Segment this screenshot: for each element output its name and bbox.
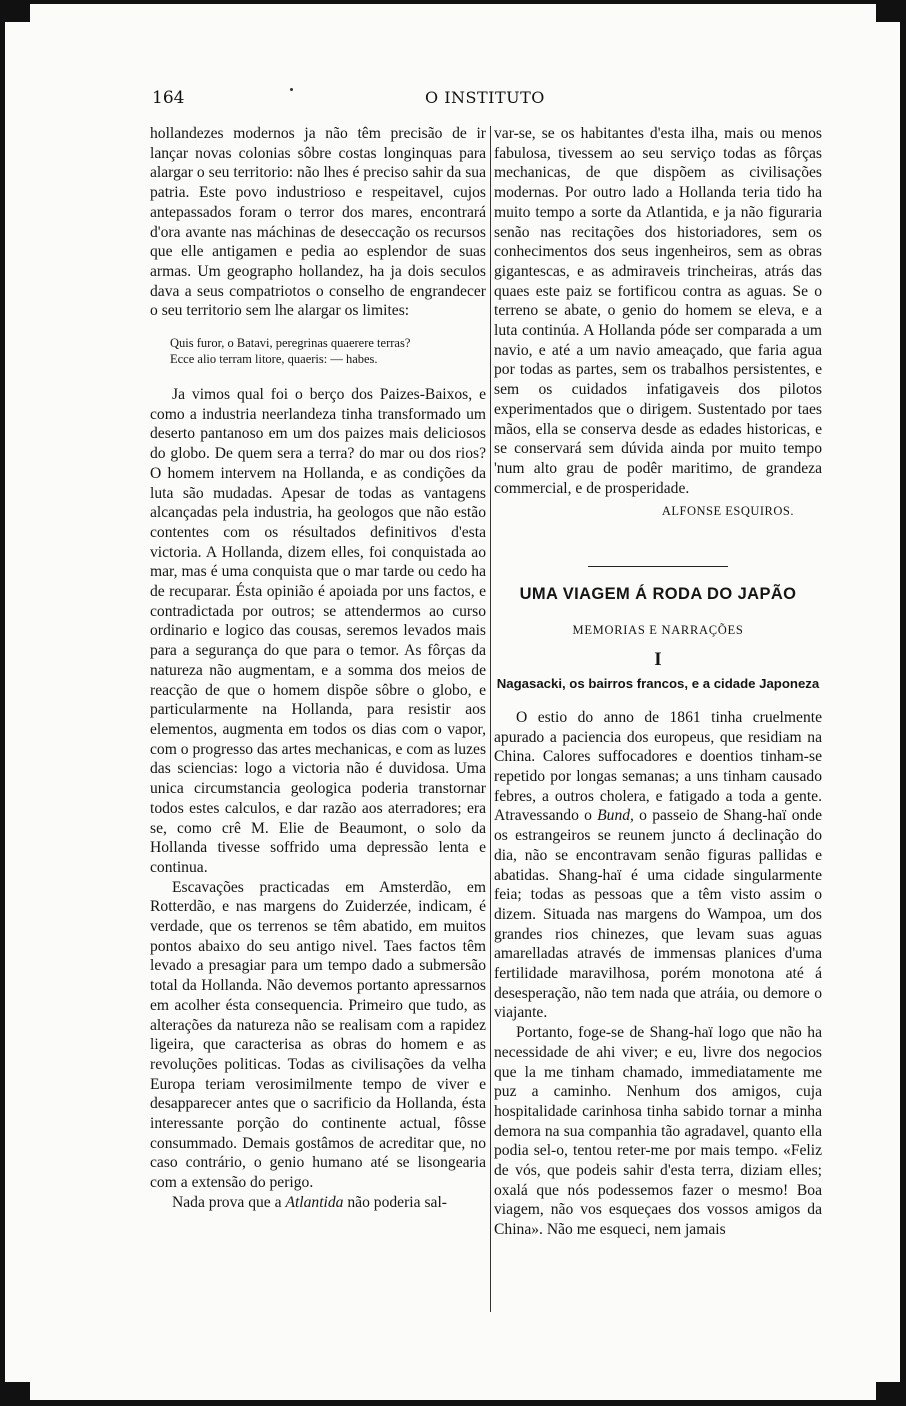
journal-title: O INSTITUTO: [425, 88, 545, 107]
chapter-title: Nagasacki, os bairros francos, e a cidade Japoneza: [496, 676, 820, 692]
verse-line: Quis furor, o Batavi, peregrinas quaerere terras?: [170, 336, 411, 351]
author-signature: ALFONSE ESQUIROS.: [661, 504, 794, 519]
corner-mark-top-right: [876, 0, 906, 22]
left-column: [150, 124, 486, 1213]
paragraph: hollandezes modernos ja não têm precisão de ir lançar novas colonias sôbre costas longinquas para alargar o seu territorio: não lhes é preciso sahir da sua patria. Este povo industrioso e respeitavel, cujos antepassados foram o terror dos mares, encontrará d'ora avante nas máchinas de deseccação os recursos que elle antigamen e pedia ao esplendor de suas armas. Um geographo hollandez, ha ja dois seculos dava a seus compatriotos o conselho de engrandecer o seu territorio sem lhe alargar os limites:: [150, 125, 486, 320]
text-run: o passeio de Shang-haï onde os estrangeiros se reunem juncto á declinação do dia, não se encontravam senão figuras pallidas e abatidas. Shang-haï é uma cidade singularmente feia; todas as pessoas que a têm visto assim o dizem. Situada nas margens do Wampoa, um dos grandes rios chinezes, que levam suas aguas amarelladas através de immensas planices d'uma fertilidade maravilhosa, porém monotona até á desesperação, não tem nada que atráia, ou demore o viajante.: [494, 807, 823, 1022]
text-run: O estio do anno de 1861 tinha cruelmente apurado a paciencia dos europeus, que residiam na China. Calores suffocadores e doentios tinham-se repetido por longas semanas; a uns tinham causado febres, a outros cholera, e fatigado a toda a gente. Atravessando o: [494, 708, 822, 825]
italic-text: Bund,: [597, 807, 634, 825]
page: [60, 40, 860, 1370]
paragraph: [150, 1193, 486, 1213]
article-title: UMA VIAGEM Á RODA DO JAPÃO: [519, 585, 797, 604]
paragraph: Escavações practicadas em Amsterdão, em Rotterdão, e nas margens do Zuiderzée, indicam, é verdade, que os terrenos se têm abatido, em muitos pontos abaixo do seu antigo nivel. Taes factos têm levado a presagiar para um tempo dado a submersão total da Hollanda. Não devemos portanto apressarnos em acolher ésta consequencia. Primeiro que tudo, as alterações da natureza não se realisam com a rapidez ligeira, que caracterisa as obras do homem e as revoluções politicas. Todas as civilisações da velha Europa teriam verosimilmente tempo de viver e desapparecer antes que o sacrificio da Hollanda, ésta interessante porção do continente actual, fôsse consummado. Demais gostâmos de acreditar que, no caso contrário, o genio humano até se lisongearia com a extensão do perigo.: [150, 878, 486, 1192]
column-divider: [490, 126, 491, 1312]
corner-mark-bottom-right: [876, 1382, 906, 1406]
paragraph: [494, 708, 822, 1023]
right-column: [494, 124, 822, 1240]
paragraph: Ja vimos qual foi o berço dos Paizes-Baixos, e como a industria neerlandeza tinha transformado um deserto pantanoso em um dos paizes mais deliciosos do globo. De quem sera a terra? do mar ou dos rios? O homem intervem na Hollanda, e as condições da luta são mudadas. Apesar de todas as vantagens alcançadas pela industria, ha geologos que não estão contentes com os résultados definitivos d'esta victoria. A Hollanda, dizem elles, foi conquistada ao mar, mas é uma conquista que o mar tarde ou cedo ha de recuparar. Ésta opinião é apoiada por uns factos, e contradictada por outros; se attendermos ao curso ordinario e logico das cousas, seremos levados mais para a segurança do que para o temor. As fôrças da natureza não augmentam, e a somma dos meios de reacção de que o homem dispõe sôbre o globo, e particularmente na Hollanda, para resistir aos elementos, augmenta em todos os dias com o vapor, com o progresso das artes mechanicas, e com as luzes das sciencias: logo a victoria não é duvidosa. Uma unica circumstancia geologica poderia transtornar todos estes calculos, e dar razão aos aterradores; era se, como crê M. Elie de Beaumont, o solo da Hollanda tivesse soffrido uma depressão lenta e continua.: [150, 386, 487, 876]
verse-line: Ecce alio terram litore, quaeris: — habes.: [170, 352, 378, 367]
corner-mark-bottom-left: [0, 1382, 30, 1406]
text-run: Nada prova que a: [172, 1193, 286, 1211]
italic-text: Atlantida: [285, 1193, 344, 1211]
page-number: 164: [152, 88, 185, 108]
right-border: [900, 0, 906, 1406]
article-subtitle: MEMORIAS E NARRAÇÕES: [572, 622, 744, 637]
top-border: [0, 0, 906, 4]
bottom-border: [0, 1400, 906, 1406]
paragraph: Portanto, foge-se de Shang-haï logo que não ha necessidade de ahi viver; e eu, livre dos negocios que la me tinham chamado, immediatamente me puz a caminho. Nenhum dos amigos, cuja hospitalidade carinhosa tinha sabido tornar a minha demora na sua companhia tão agradavel, quanto ella podia sel-o, tentou reter-me por mais tempo. «Feliz de vós, que podeis sahir d'esta terra, diziam elles; oxalá que nós podessemos fazer o mesmo! Boa viagem, não vos esqueçaes dos vossos amigos da China». Não me esqueci, nem jamais: [494, 1024, 822, 1239]
chapter-number: I: [654, 649, 662, 671]
paragraph: var-se, se os habitantes d'esta ilha, mais ou menos fabulosa, tivessem ao seu serviço todas as fôrças mechanicas, de que dispõem as civilisações modernas. Por outro lado a Hollanda teria tido ha muito tempo a sorte da Atlantida, e ja não figuraria senão nas recitações dos historiadores, sem os conhecimentos dos seus ingenheiros, sem as obras gigantescas, e as admiraveis trincheiras, atrás das quaes este paiz se fortificou contra as aguas. Se o terreno se abate, o genio do homem se eleva, e a luta continúa. A Hollanda póde ser comparada a um navio, e até a um navio ameaçado, que faria agua por todas as partes, sem os trabalhos persistentes, e sem os cuidados infatigaveis dos pilotos experimentados que o dirigem. Sustentado por taes mãos, ella se conserva desde as edades historicas, e se conservará sem dúvida ainda por muito tempo 'num alto grau de podêr maritimo, de grandeza commercial, e de prosperidade.: [494, 125, 822, 497]
corner-mark-top-left: [0, 0, 30, 22]
running-header: [60, 88, 860, 110]
text-run: não poderia sal-: [343, 1193, 447, 1211]
section-separator: [588, 566, 728, 567]
left-border: [0, 0, 5, 1406]
latin-verse: [170, 335, 486, 367]
